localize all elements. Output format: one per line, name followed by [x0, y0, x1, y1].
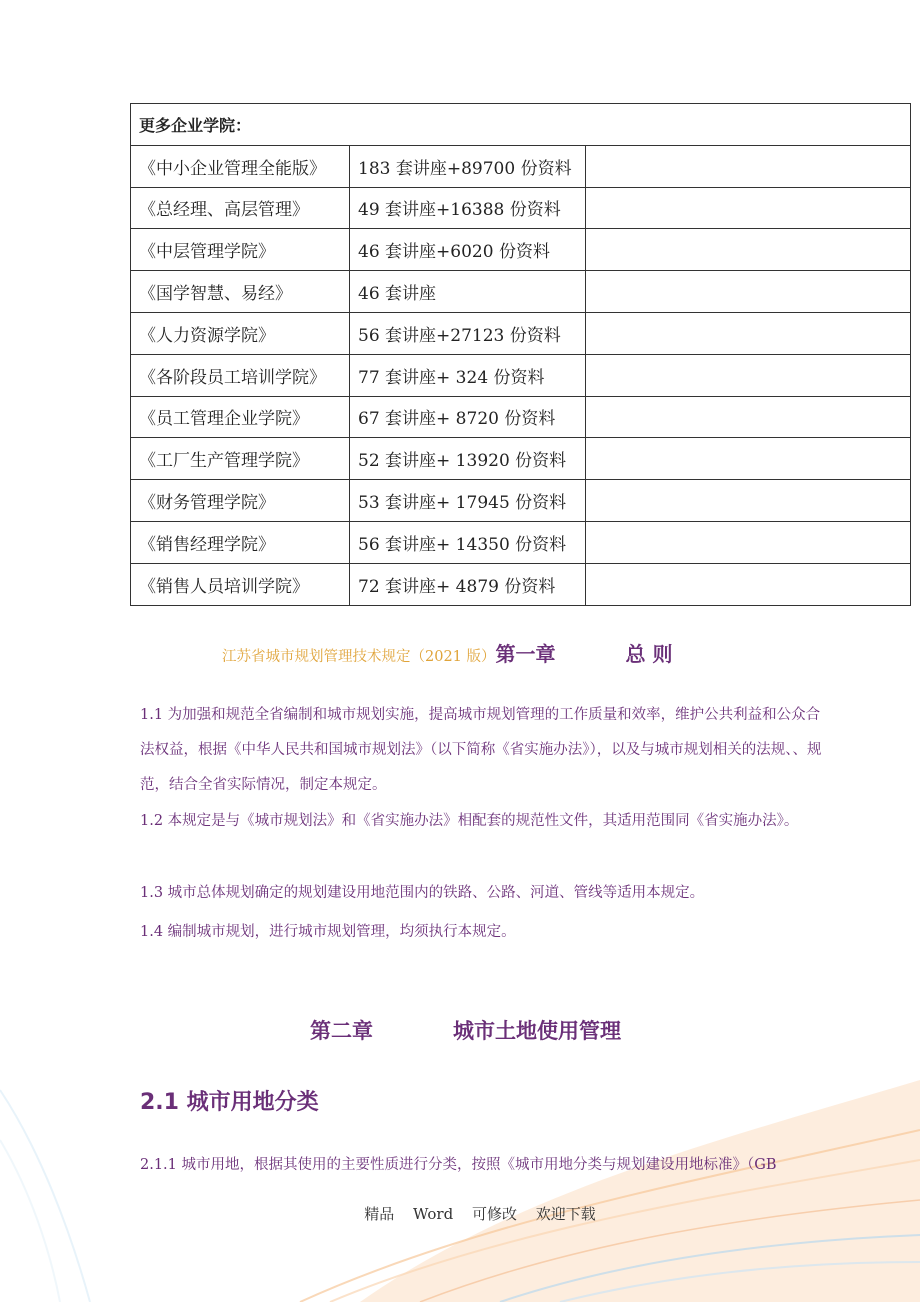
page-footer: 精品 Word 可修改 欢迎下载 [364, 1205, 596, 1223]
course-name-cell: 《人力资源学院》 [131, 312, 350, 354]
paragraph-1-1: 1.1 为加强和规范全省编制和城市规划实施，提高城市规划管理的工作质量和效率，维护公共利益和公众合法权益，根据《中华人民共和国城市规划法》（以下简称《省实施办法》），以及与城市规划相关的法规、、规范，结合全省实际情况，制定本规定。 [140, 707, 822, 793]
course-detail-cell: 52 套讲座+ 13920 份资料 [350, 438, 586, 480]
course-extra-cell [586, 312, 911, 354]
chapter2-number: 第二章 [310, 1019, 373, 1043]
course-detail-cell: 56 套讲座+27123 份资料 [350, 312, 586, 354]
course-extra-cell [586, 229, 911, 271]
course-name-cell: 《员工管理企业学院》 [131, 396, 350, 438]
section-2-1-heading: 2.1 城市用地分类 [140, 1090, 319, 1115]
table-row [131, 187, 911, 229]
course-detail-cell: 183 套讲座+89700 份资料 [350, 145, 586, 187]
table-row [131, 271, 911, 313]
chapter1-heading [222, 638, 672, 667]
course-extra-cell [586, 145, 911, 187]
paragraph-1-2: 1.2 本规定是与《城市规划法》和《省实施办法》相配套的规范性文件，其适用范围同《省实施办法》。 [140, 813, 799, 829]
course-extra-cell [586, 271, 911, 313]
course-name-cell: 《工厂生产管理学院》 [131, 438, 350, 480]
chapter2-name: 城市土地使用管理 [453, 1019, 621, 1043]
course-name-cell: 《财务管理学院》 [131, 480, 350, 522]
chapter1-name: 总 则 [625, 642, 673, 666]
course-extra-cell [586, 396, 911, 438]
course-detail-cell: 56 套讲座+ 14350 份资料 [350, 521, 586, 563]
course-extra-cell [586, 187, 911, 229]
paragraph-2-1-1: 2.1.1 城市用地，根据其使用的主要性质进行分类，按照《城市用地分类与规划建设用地标准》（GB [140, 1157, 777, 1173]
table-row [131, 312, 911, 354]
course-extra-cell [586, 480, 911, 522]
table-row [131, 480, 911, 522]
document-title: 江苏省城市规划管理技术规定（2021 版） [222, 649, 496, 665]
course-name-cell: 《中层管理学院》 [131, 229, 350, 271]
course-detail-cell: 49 套讲座+16388 份资料 [350, 187, 586, 229]
chapter2-heading [310, 1015, 621, 1045]
course-detail-cell: 53 套讲座+ 17945 份资料 [350, 480, 586, 522]
table-row [131, 145, 911, 187]
course-name-cell: 《总经理、高层管理》 [131, 187, 350, 229]
table-header-row [131, 104, 911, 146]
course-name-cell: 《国学智慧、易经》 [131, 271, 350, 313]
table-row [131, 229, 911, 271]
course-detail-cell: 77 套讲座+ 324 份资料 [350, 354, 586, 396]
table-header-cell: 更多企业学院： [131, 104, 911, 146]
table-row [131, 396, 911, 438]
table-row [131, 354, 911, 396]
course-extra-cell [586, 438, 911, 480]
course-extra-cell [586, 354, 911, 396]
course-extra-cell [586, 563, 911, 605]
chapter1-number: 第一章 [495, 642, 556, 666]
course-name-cell: 《销售经理学院》 [131, 521, 350, 563]
course-name-cell: 《销售人员培训学院》 [131, 563, 350, 605]
course-detail-cell: 67 套讲座+ 8720 份资料 [350, 396, 586, 438]
course-detail-cell: 46 套讲座+6020 份资料 [350, 229, 586, 271]
paragraph-1-3: 1.3 城市总体规划确定的规划建设用地范围内的铁路、公路、河道、管线等适用本规定。 [140, 885, 705, 901]
table-row [131, 521, 911, 563]
paragraph-1-4: 1.4 编制城市规划，进行城市规划管理，均须执行本规定。 [140, 924, 516, 940]
course-table [130, 103, 911, 606]
course-detail-cell: 72 套讲座+ 4879 份资料 [350, 563, 586, 605]
course-detail-cell: 46 套讲座 [350, 271, 586, 313]
table-row [131, 438, 911, 480]
course-extra-cell [586, 521, 911, 563]
course-name-cell: 《各阶段员工培训学院》 [131, 354, 350, 396]
course-name-cell: 《中小企业管理全能版》 [131, 145, 350, 187]
table-row [131, 563, 911, 605]
